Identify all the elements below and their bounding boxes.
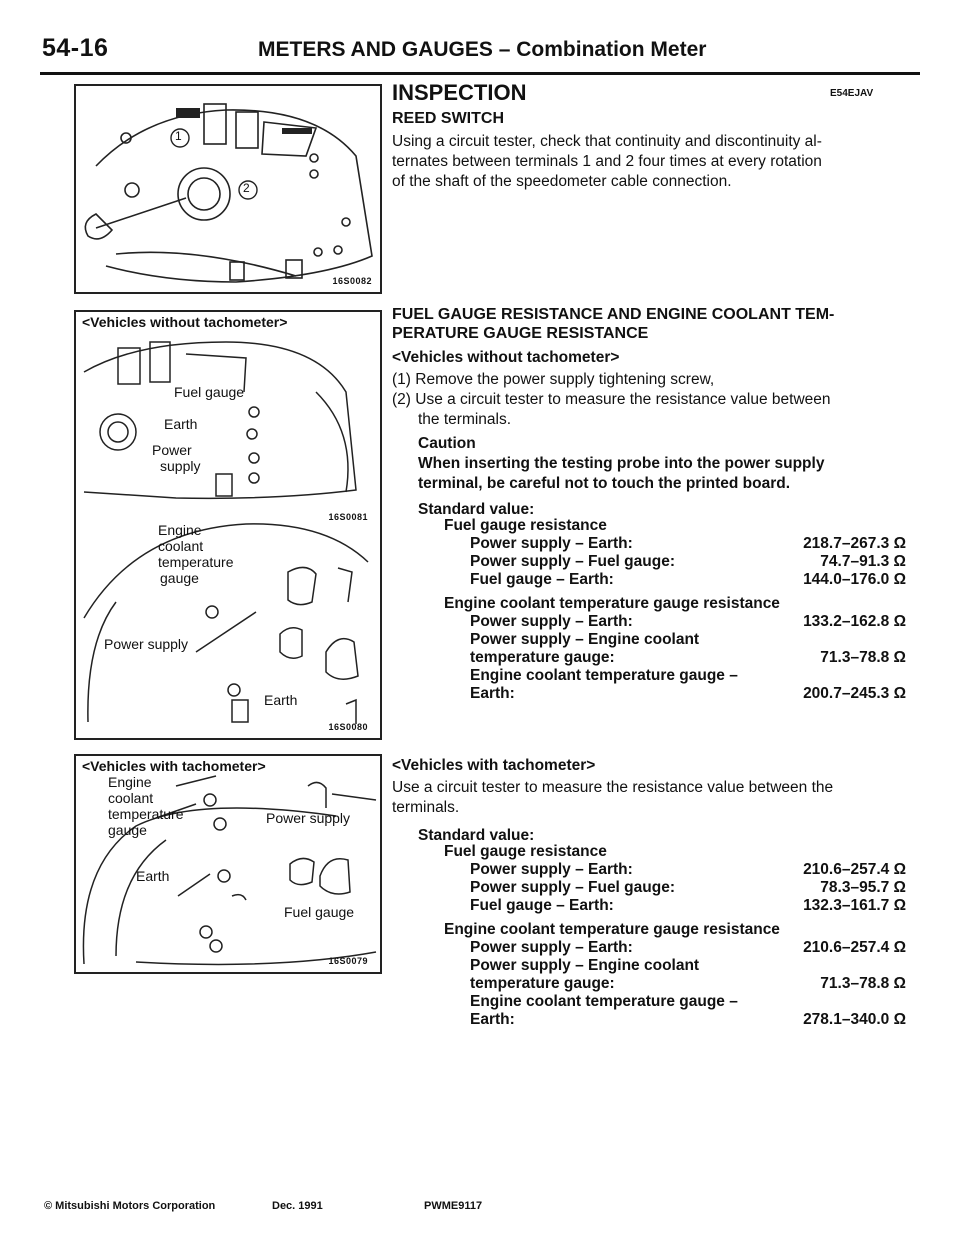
standard-value-label: Standard value: [418,501,535,518]
spec-value: 200.7–245.3 Ω [803,685,906,702]
label-temperature: temperature [158,554,234,570]
figure-with-tachometer [74,754,382,974]
spec-label: Engine coolant temperature gauge – [470,993,738,1010]
meter-without-tach-illustration [76,312,380,738]
spec-value: 74.7–91.3 Ω [820,553,906,570]
spec-value: 210.6–257.4 Ω [803,861,906,878]
spec-row [470,612,910,632]
with-tach-heading: <Vehicles with tachometer> [392,757,596,774]
spec-label: Power supply – Earth: [470,613,633,630]
figure-code-upper: 16S0081 [328,512,368,522]
spec-row [470,878,910,898]
label-earth: Earth [136,868,170,884]
fuel-gauge-resistance-title: Fuel gauge resistance [444,843,607,860]
with-tach-text-1: Use a circuit tester to measure the resistance value between the [392,779,834,796]
reed-switch-text-2: ternates between terminals 1 and 2 four times at every rotation [392,153,822,170]
spec-value: 210.6–257.4 Ω [803,939,906,956]
standard-value-label: Standard value: [418,827,535,844]
spec-row [470,630,910,650]
coolant-resistance-title: Engine coolant temperature gauge resistance [444,595,780,612]
caution-title: Caution [418,435,476,452]
spec-value: 78.3–95.7 Ω [820,879,906,896]
spec-label: Earth: [470,1011,515,1028]
reed-switch-text-1: Using a circuit tester, check that continuity and discontinuity al- [392,133,822,150]
spec-value: 132.3–161.7 Ω [803,897,906,914]
spec-row [470,938,910,958]
label-earth-lower: Earth [264,692,298,708]
spec-label: Earth: [470,685,515,702]
spec-row [470,666,910,686]
spec-label: Power supply – Earth: [470,861,633,878]
reed-switch-text-3: of the shaft of the speedometer cable connection. [392,173,732,190]
label-supply: supply [160,458,201,474]
spec-label: Power supply – Engine coolant [470,631,700,648]
spec-label: Power supply – Fuel gauge: [470,879,675,896]
reed-switch-heading: REED SWITCH [392,110,504,127]
spec-row [470,570,910,590]
spec-row [470,956,910,976]
spec-label: temperature gauge: [470,649,615,666]
label-fuel-gauge: Fuel gauge [174,384,245,400]
label-earth: Earth [164,416,198,432]
spec-row [470,992,910,1012]
step-1: (1) Remove the power supply tightening screw, [392,371,715,388]
with-tach-text-2: terminals. [392,799,460,816]
figure-code: 16S0082 [332,276,372,286]
figure-code-lower: 16S0080 [328,722,368,732]
spec-value: 144.0–176.0 Ω [803,571,906,588]
coolant-resistance-title: Engine coolant temperature gauge resistance [444,921,780,938]
spec-value: 71.3–78.8 Ω [820,649,906,666]
spec-row [470,1010,910,1030]
label-engine: Engine [108,774,152,790]
label-coolant: coolant [158,538,204,554]
spec-value: 133.2–162.8 Ω [803,613,906,630]
figure-reed-switch [74,84,382,294]
callout-2: 2 [243,181,250,195]
spec-label: Engine coolant temperature gauge – [470,667,738,684]
label-gauge: gauge [108,822,147,838]
label-power-supply: Power supply [266,810,351,826]
spec-row [470,860,910,880]
label-coolant: coolant [108,790,154,806]
label-gauge: gauge [160,570,199,586]
step-2-line-2: the terminals. [418,411,512,428]
section-code: E54EJAV [830,88,874,99]
footer-doc-code: PWME9117 [424,1200,483,1212]
spec-label: temperature gauge: [470,975,615,992]
label-temperature: temperature [108,806,184,822]
spec-row [470,648,910,668]
callout-1: 1 [175,129,182,143]
label-fuel-gauge: Fuel gauge [284,904,355,920]
spec-row [470,974,910,994]
label-power-supply: Power supply [104,636,189,652]
caution-line-2: terminal, be careful not to touch the printed board. [418,475,791,492]
footer-date: Dec. 1991 [272,1200,323,1212]
without-tach-heading: <Vehicles without tachometer> [392,349,620,366]
spec-label: Power supply – Engine coolant [470,957,700,974]
spec-label: Power supply – Earth: [470,939,633,956]
label-power: Power [152,442,192,458]
spec-row [470,896,910,916]
footer-copyright: © Mitsubishi Motors Corporation [44,1200,216,1212]
spec-row [470,684,910,704]
figure-caption: <Vehicles with tachometer> [82,758,266,774]
label-engine: Engine [158,522,202,538]
meter-back-illustration [76,86,380,292]
spec-label: Power supply – Earth: [470,535,633,552]
spec-label: Fuel gauge – Earth: [470,571,614,588]
figure-code: 16S0079 [328,956,368,966]
fuel-section-heading-2: PERATURE GAUGE RESISTANCE [392,325,649,342]
fuel-section-heading-1: FUEL GAUGE RESISTANCE AND ENGINE COOLANT TEM- [392,306,835,323]
header-rule [40,72,920,75]
spec-value: 278.1–340.0 Ω [803,1011,906,1028]
spec-row [470,552,910,572]
caution-line-1: When inserting the testing probe into the power supply [418,455,825,472]
figure-without-tachometer [74,310,382,740]
spec-value: 71.3–78.8 Ω [820,975,906,992]
spec-value: 218.7–267.3 Ω [803,535,906,552]
section-title: INSPECTION [392,80,527,105]
spec-label: Power supply – Fuel gauge: [470,553,675,570]
step-2-line-1: (2) Use a circuit tester to measure the resistance value between [392,391,831,408]
fuel-gauge-resistance-title: Fuel gauge resistance [444,517,607,534]
spec-row [470,534,910,554]
page-number: 54-16 [42,34,109,62]
page-title: METERS AND GAUGES – Combination Meter [258,38,707,61]
spec-label: Fuel gauge – Earth: [470,897,614,914]
figure-caption: <Vehicles without tachometer> [82,314,288,330]
